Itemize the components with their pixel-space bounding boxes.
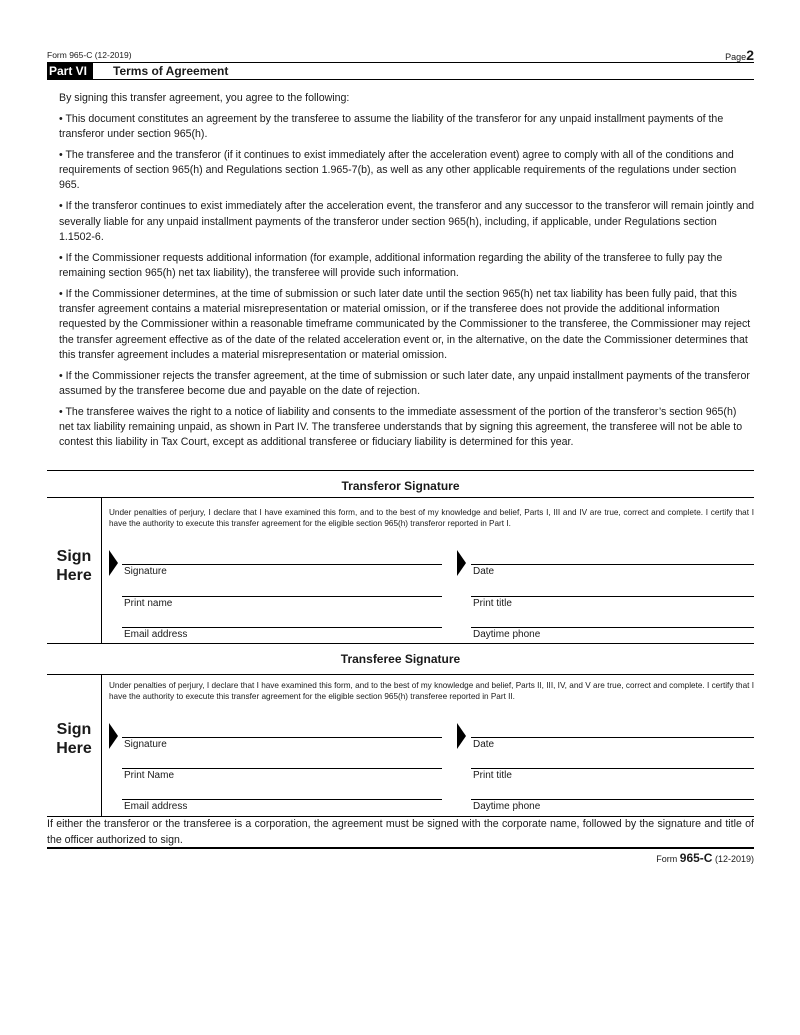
terms-item: • If the transferor continues to exist immediately after the acceleration event, the transferor and any successor to the transferor will remain jointly and severally liable for any unpaid installment payments of the transferor under section 965(h), including, if applicable, under Regulations section 1.1502-6. bbox=[59, 200, 754, 243]
part-tag: Part VI bbox=[47, 63, 93, 79]
perjury-statement: Under penalties of perjury, I declare that I have examined this form, and to the best of my knowledge and belief, Parts II, III, IV, and V are true, correct and complete. I certify that I have the authority to execute this transfer agreement for the eligible section 965(h) transferee reported in Part II. bbox=[109, 681, 754, 701]
terms-item: • If the Commissioner determines, at the time of submission or such later date until the section 965(h) net tax liability has been fully paid, that this transfer agreement contains a material misrepresentation or material omission, or if the transferee does not provide the additional information requested by the Commissioner within a reasonable timeframe communicated by the Commissioner to the transferee, the Commissioner may reject the transfer agreement effective as of the date of the related acceleration event or, in the alternative, on the date the Commissioner determines that this transfer agreement includes a material misrepresentation or material omission. bbox=[59, 287, 751, 361]
transferee-phone-field[interactable]: Daytime phone bbox=[471, 799, 754, 814]
sign-label: Sign bbox=[56, 721, 92, 738]
sign-arrow-icon bbox=[457, 723, 466, 749]
transferee-signature-title: Transferee Signature bbox=[340, 652, 461, 666]
sign-here-column bbox=[47, 675, 102, 816]
transferee-email-field[interactable]: Email address bbox=[122, 799, 442, 814]
terms-intro: By signing this transfer agreement, you agree to the following: bbox=[59, 92, 350, 104]
page-number-value: 2 bbox=[746, 47, 754, 63]
sign-arrow-icon bbox=[109, 723, 118, 749]
transferor-phone-field[interactable]: Daytime phone bbox=[471, 627, 754, 642]
transferor-print-title-field[interactable]: Print title bbox=[471, 596, 754, 611]
transferor-signature-title: Transferor Signature bbox=[341, 479, 460, 493]
page-number bbox=[725, 47, 754, 63]
perjury-statement: Under penalties of perjury, I declare that I have examined this form, and to the best of my knowledge and belief, Parts I, III and IV are true, correct and complete. I certify that I have the authority to execute this transfer agreement for the eligible section 965(h) transferor reported in Part I. bbox=[109, 508, 754, 528]
form-revision: (12-2019) bbox=[714, 854, 754, 864]
transferee-print-name-field[interactable]: Print Name bbox=[122, 768, 442, 783]
transferee-print-title-field[interactable]: Print title bbox=[471, 768, 754, 783]
page-label: Page bbox=[725, 52, 747, 62]
transferor-date-field[interactable]: Date bbox=[471, 564, 754, 579]
transferor-email-field[interactable]: Email address bbox=[122, 627, 442, 642]
sign-arrow-icon bbox=[109, 550, 118, 576]
sign-arrow-icon bbox=[457, 550, 466, 576]
transferor-sign-box bbox=[47, 497, 754, 644]
transferor-signature-field[interactable]: Signature bbox=[122, 564, 442, 579]
sign-label: Sign bbox=[56, 548, 92, 565]
terms-item: • The transferee waives the right to a notice of liability and consents to the immediate assessment of the portion of the transferor’s section 965(h) net tax liability remaining unpaid, as shown in Part IV. The transferee understands that by signing this agreement, the transferee will not be able to contest this liability in Tax Court, except as additional transferee or fiduciary liability is determined for this year. bbox=[59, 405, 743, 449]
terms-item: • The transferee and the transferor (if it continues to exist immediately after the acceleration event) agree to comply with all of the conditions and requirements of section 965(h) and Regulations section 1.965-7(b), as well as any other applicable requirements of the regulations under section 965. bbox=[59, 148, 737, 192]
part-title: Terms of Agreement bbox=[113, 64, 229, 78]
transferee-date-field[interactable]: Date bbox=[471, 737, 754, 752]
transferee-sign-box bbox=[47, 674, 754, 817]
transferor-print-name-field[interactable]: Print name bbox=[122, 596, 442, 611]
terms-item: • This document constitutes an agreement by the transferee to assume the liability of the transferor for any unpaid installment payments of the transferor under section 965(h). bbox=[59, 112, 724, 141]
form-id: Form 965-C (12-2019) bbox=[47, 50, 132, 60]
bottom-rule bbox=[47, 847, 754, 849]
form-name: 965-C bbox=[679, 851, 713, 865]
part-header bbox=[47, 62, 754, 80]
here-label: Here bbox=[56, 567, 92, 584]
transferee-signature-field[interactable]: Signature bbox=[122, 737, 442, 752]
terms-item: • If the Commissioner rejects the transfer agreement, at the time of submission or such later date, any unpaid installment payments of the transferor assumed by the transferee become due and payable on the date of rejection. bbox=[59, 369, 750, 398]
form-prefix: Form bbox=[656, 854, 678, 864]
page-header bbox=[47, 47, 754, 63]
here-label: Here bbox=[56, 740, 92, 757]
terms-item: • If the Commissioner requests additional information (for example, additional information regarding the ability of the transferee to fully pay the remaining section 965(h) net tax liability), the transferee will provide such information. bbox=[59, 251, 723, 279]
sign-here-column bbox=[47, 498, 102, 643]
form-footer bbox=[656, 851, 754, 865]
corporation-note: If either the transferor or the transferee is a corporation, the agreement must be signed with the corporate name, followed by the signature and title of the officer authorized to sign. bbox=[47, 818, 754, 846]
terms-of-agreement bbox=[59, 91, 754, 456]
divider bbox=[47, 470, 754, 471]
